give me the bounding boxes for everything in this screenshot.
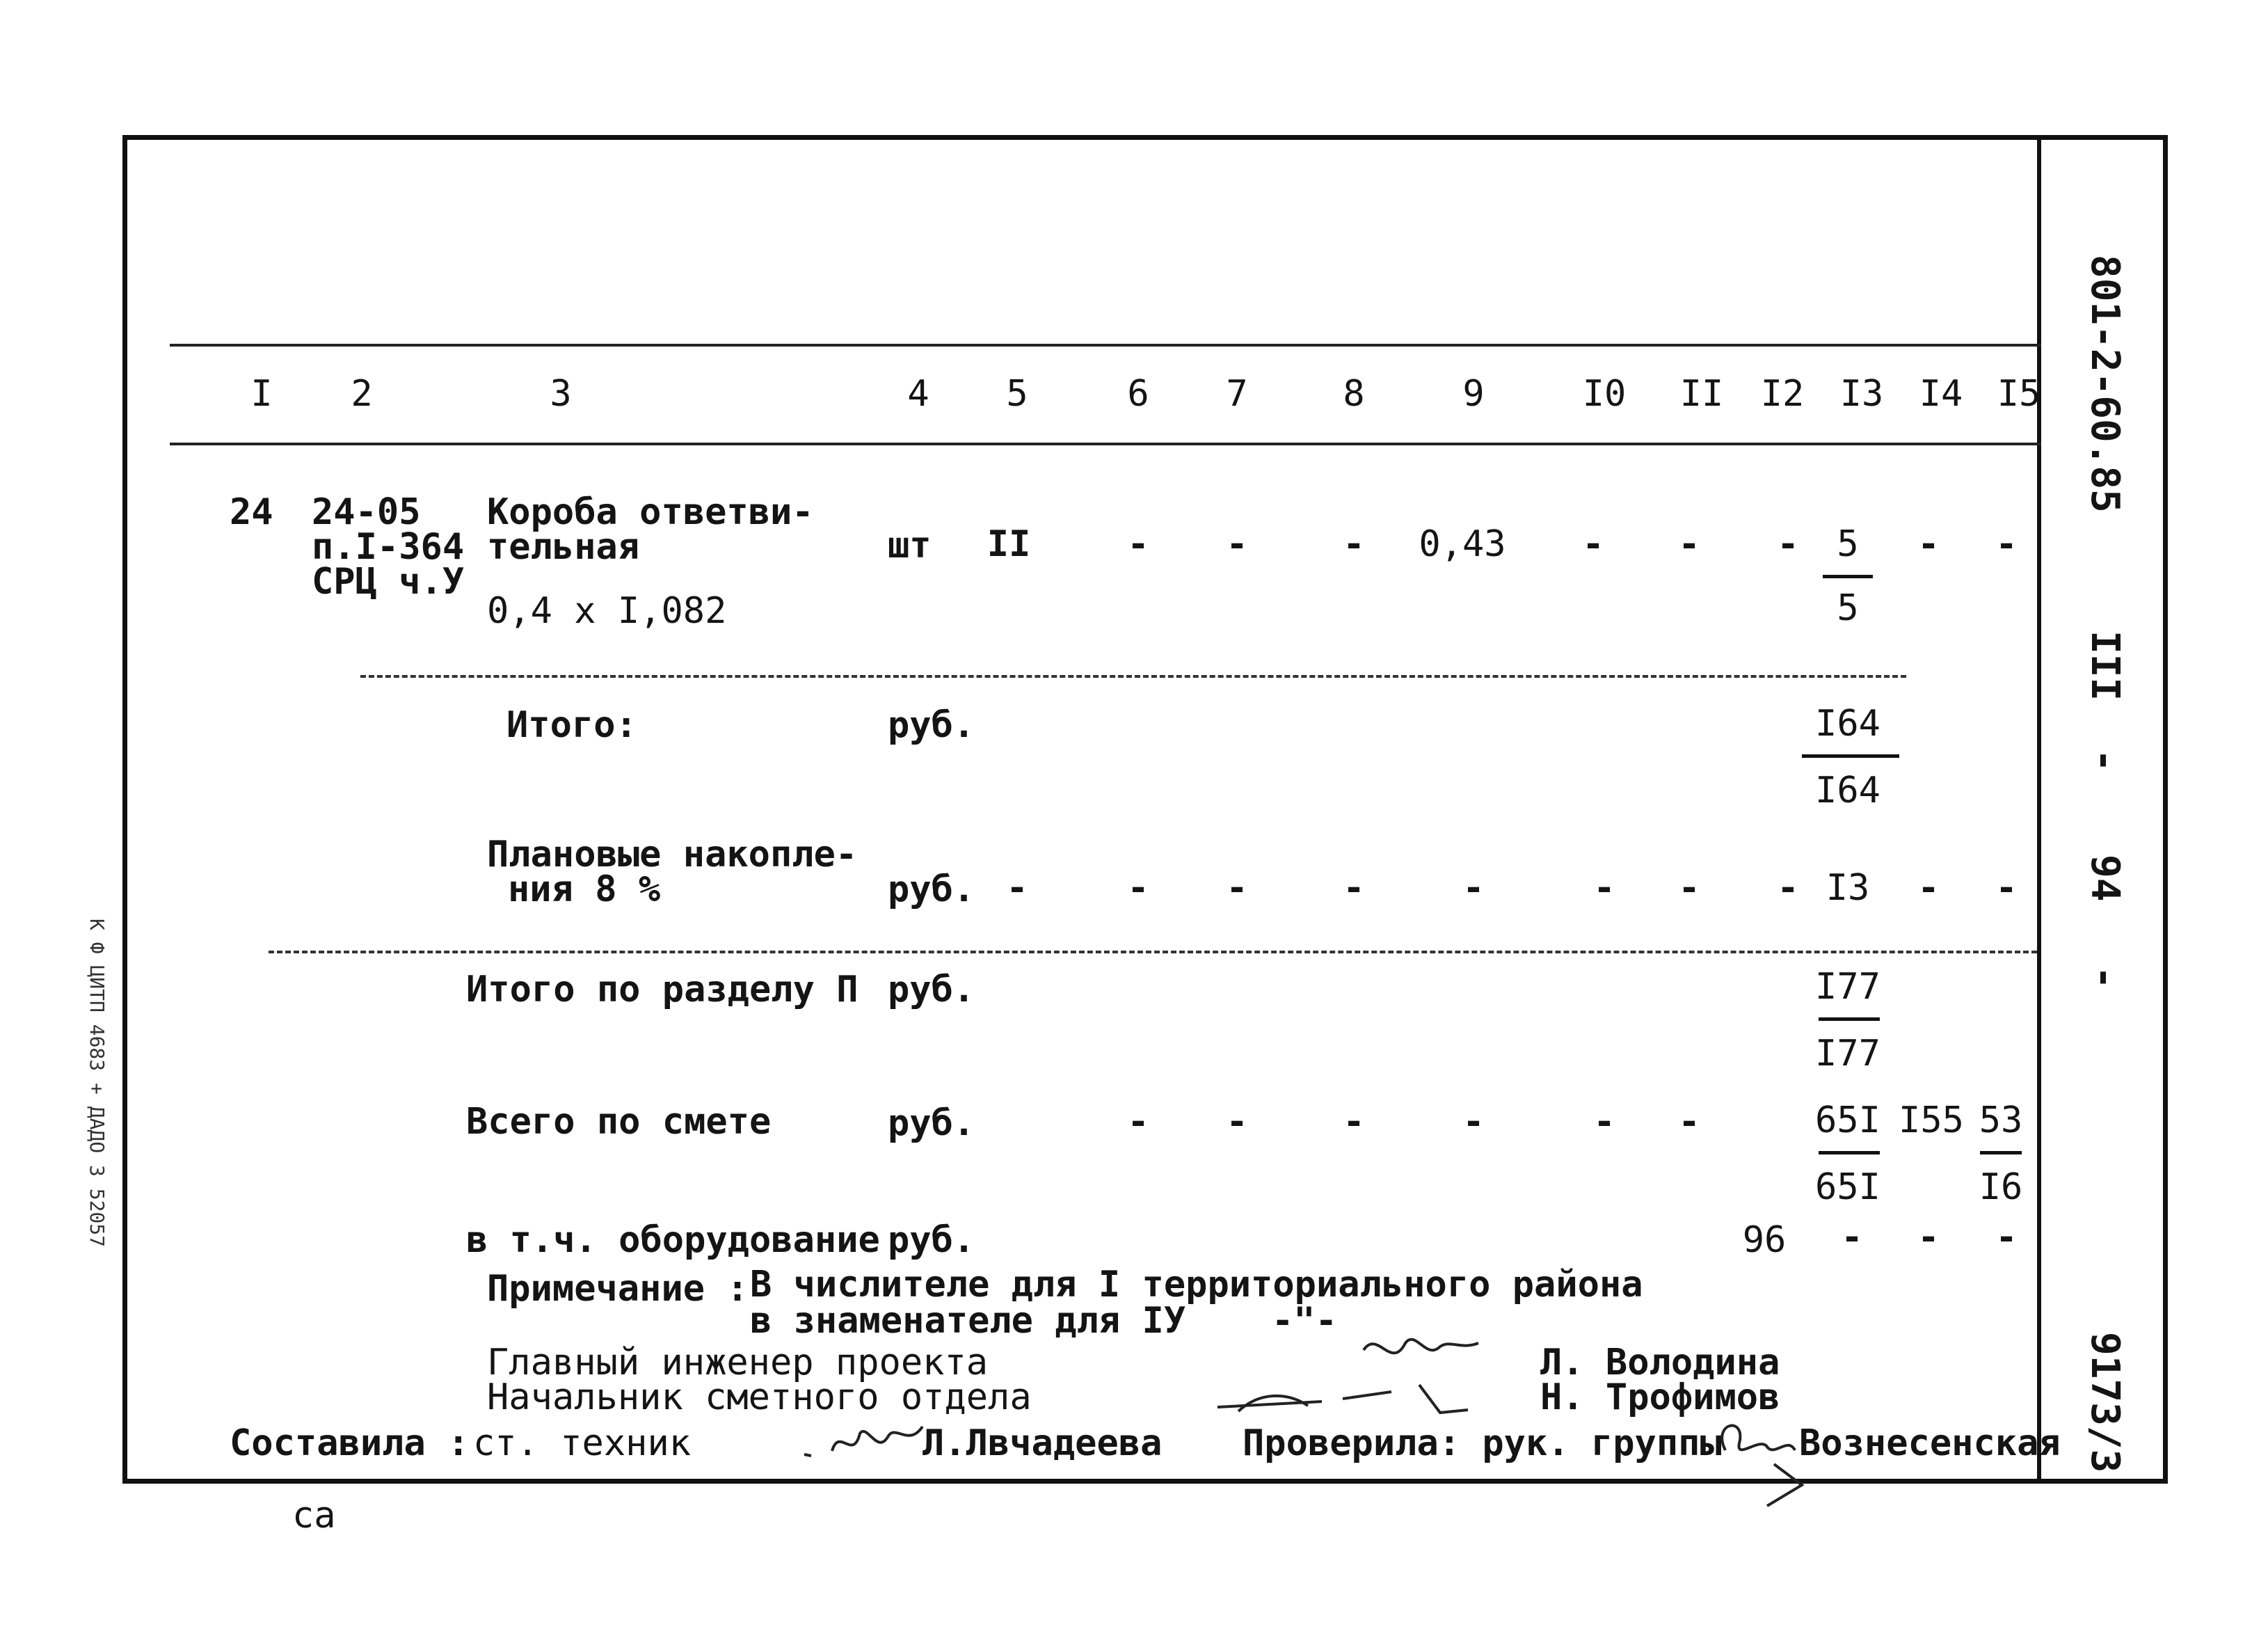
stamp-dash-1: - (2082, 749, 2127, 772)
row-24-number: 24 (230, 491, 273, 533)
checked-name: Вознесенская (1799, 1422, 2061, 1464)
compiled-signature (790, 1413, 929, 1475)
planovye-label-line-1: Плановые накопле- (487, 834, 858, 875)
col-header-13: I3 (1839, 373, 1884, 415)
stamp-code: 801-2-60.85 (2082, 255, 2127, 513)
itogo-numerator: I64 (1815, 703, 1880, 745)
col-header-4: 4 (907, 373, 929, 415)
col-header-10: I0 (1582, 373, 1627, 415)
vsego-col-13-numerator: 65I (1815, 1100, 1880, 1141)
col-header-6: 6 (1127, 373, 1149, 415)
note-ditto: -"- (1272, 1300, 1337, 1342)
oborud-unit: руб. (888, 1219, 975, 1261)
oborud-col-14: - (1917, 1216, 1940, 1258)
planovye-col-11: - (1678, 867, 1700, 909)
chief-engineer-name: Л. Володина (1540, 1342, 1780, 1383)
col-header-14: I4 (1919, 373, 1963, 415)
row-24-col-8: - (1343, 523, 1365, 565)
row-24-col-5: II (987, 523, 1031, 565)
col-header-1: I (250, 373, 273, 415)
checked-label: Проверила: рук. группы (1243, 1422, 1722, 1464)
estimate-head-title: Начальник сметного отдела (487, 1376, 1032, 1418)
itogo-label: Итого: (506, 704, 637, 746)
planovye-col-13: I3 (1826, 867, 1870, 909)
col-header-15: I5 (1997, 373, 2041, 415)
razdel-label: Итого по разделу П (466, 969, 859, 1010)
margin-imprint: К Ф ЦИТП 4683 + ДАДО 3 52057 (86, 919, 109, 1248)
col-header-11: II (1679, 373, 1724, 415)
row-24-col-6: - (1127, 523, 1149, 565)
planovye-col-14: - (1917, 867, 1940, 909)
col-header-7: 7 (1226, 373, 1248, 415)
row-24-fraction-bar (1823, 575, 1873, 578)
row-separator-1 (360, 675, 1906, 678)
row-24-col-13-denominator: 5 (1837, 587, 1859, 629)
razdel-denominator: I77 (1815, 1033, 1880, 1074)
row-24-col-15: - (1995, 523, 2018, 565)
stamp-separator (2037, 135, 2041, 1484)
row-24-name-line-2: тельная (487, 526, 640, 568)
vsego-col-13-fraction-bar (1819, 1151, 1880, 1154)
compiled-label: Составила : (230, 1422, 470, 1464)
vsego-col-11: - (1678, 1101, 1700, 1143)
row-24-code-line-2: п.I-364 (312, 526, 465, 568)
vsego-col-15-numerator: 53 (1979, 1100, 2023, 1141)
note-line-1: В числителе для I территориального района (750, 1264, 1643, 1305)
row-24-unit: шт (888, 525, 932, 566)
stamp-album: III (2082, 630, 2127, 701)
row-24-name-line-1: Короба ответви- (487, 491, 814, 533)
compiled-title: ст. техник (473, 1422, 692, 1464)
oborud-col-12: 96 (1742, 1219, 1787, 1261)
col-header-12: I2 (1760, 373, 1805, 415)
row-24-code-line-3: СРЦ ч.У (312, 561, 465, 603)
row-24-name-line-3: 0,4 х I,082 (487, 590, 727, 632)
vsego-label: Всего по смете (466, 1101, 772, 1143)
chief-engineer-title: Главный инженер проекта (487, 1342, 989, 1383)
row-24-col-7: - (1226, 523, 1248, 565)
vsego-col-7: - (1226, 1101, 1248, 1143)
col-header-3: 3 (550, 373, 572, 415)
planovye-col-8: - (1343, 867, 1365, 909)
itogo-unit: руб. (888, 704, 975, 746)
row-24-col-11: - (1678, 523, 1700, 565)
compiled-name: Л.Лвчадеева (923, 1422, 1163, 1464)
itogo-denominator: I64 (1815, 770, 1880, 811)
planovye-col-5: - (1006, 867, 1028, 909)
vsego-col-13-denominator: 65I (1815, 1166, 1880, 1208)
planovye-col-10: - (1593, 867, 1615, 909)
planovye-col-15: - (1995, 867, 2018, 909)
estimate-head-name: Н. Трофимов (1540, 1376, 1780, 1418)
vsego-col-15-fraction-bar (1980, 1151, 2022, 1154)
planovye-col-7: - (1226, 867, 1248, 909)
razdel-unit: руб. (888, 969, 975, 1010)
header-bottom-line (170, 443, 2041, 445)
vsego-col-15-denominator: I6 (1979, 1166, 2023, 1208)
row-separator-2 (269, 951, 2037, 953)
estimate-head-signature (1211, 1371, 1489, 1427)
planovye-col-9: - (1462, 867, 1485, 909)
row-24-col-10: - (1582, 523, 1604, 565)
note-line-2: в знаменателе для IУ (750, 1300, 1186, 1342)
planovye-col-12: - (1777, 867, 1799, 909)
vsego-col-9: - (1462, 1101, 1485, 1143)
row-24-col-12: - (1777, 523, 1799, 565)
vsego-col-14: I55 (1899, 1100, 1964, 1141)
col-header-8: 8 (1343, 373, 1365, 415)
itogo-fraction-bar (1802, 754, 1899, 758)
stamp-page: 94 (2082, 855, 2127, 902)
row-24-code-line-1: 24-05 (312, 491, 421, 533)
planovye-label-line-2: ния 8 % (508, 868, 661, 910)
header-top-line (170, 344, 2041, 347)
row-24-col-14: - (1917, 523, 1940, 565)
planovye-unit: руб. (888, 868, 975, 910)
stamp-dash-2: - (2082, 966, 2127, 990)
oborud-label: в т.ч. оборудование (466, 1219, 880, 1261)
vsego-col-10: - (1593, 1101, 1615, 1143)
oborud-col-13: - (1841, 1216, 1863, 1258)
bottom-mark: са (292, 1495, 336, 1537)
oborud-col-15: - (1995, 1216, 2018, 1258)
stamp-order: 9173/3 (2082, 1332, 2127, 1473)
row-24-col-9: 0,43 (1419, 523, 1506, 565)
col-header-5: 5 (1006, 373, 1028, 415)
col-header-2: 2 (351, 373, 373, 415)
note-label: Примечание : (487, 1268, 749, 1310)
razdel-numerator: I77 (1815, 966, 1880, 1008)
col-header-9: 9 (1462, 373, 1485, 415)
vsego-unit: руб. (888, 1102, 975, 1144)
vsego-col-6: - (1127, 1101, 1149, 1143)
planovye-col-6: - (1127, 867, 1149, 909)
row-24-col-13-numerator: 5 (1837, 523, 1859, 565)
vsego-col-8: - (1343, 1101, 1365, 1143)
checked-signature (1698, 1408, 1809, 1513)
razdel-fraction-bar (1819, 1017, 1880, 1021)
